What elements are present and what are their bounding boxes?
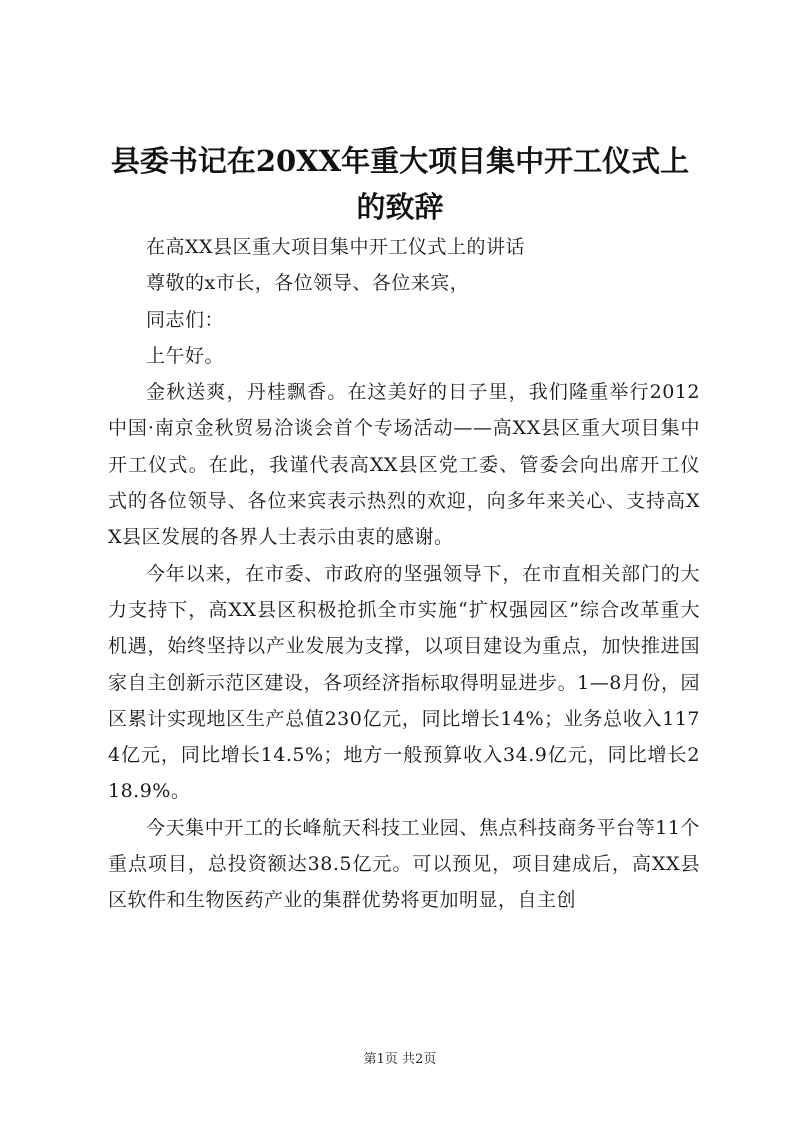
paragraph-heading: 在高XX县区重大项目集中开工仪式上的讲话	[146, 236, 526, 258]
paragraph-salutation: 尊敬的x市长，各位领导、各位来宾，	[146, 272, 470, 295]
document-body	[108, 229, 700, 919]
paragraph-welcome: 金秋送爽，丹桂飘香。在这美好的日子里，我们隆重举行2012中国·南京金秋贸易洽谈会首个专场活动——高XX县区重大项目集中开工仪式。在此，我谨代表高XX县区党工委、管委会向出席开工仪式的各位领导、各位来宾表示热烈的欢迎，向多年来关心、支持高XX县区发展的各界人士表示由衷的感谢。	[108, 381, 700, 549]
page-footer: 第1页 共2页	[363, 1052, 437, 1067]
paragraph-greeting: 上午好。	[146, 344, 225, 367]
paragraph-progress: 今年以来，在市委、市政府的坚强领导下，在市直相关部门的大力支持下，高XX县区积极抢抓全市实施“扩权强园区”综合改革重大机遇，始终坚持以产业发展为支撑，以项目建设为重点，加快推进国家自主创新示范区建设，各项经济指标取得明显进步。1—8月份，园区累计实现地区生产总值230亿元，同比增长14%；业务总收入1174亿元，同比增长14.5%；地方一般预算收入34.9亿元，同比增长218.9%。	[108, 562, 700, 803]
paragraph-comrades: 同志们：	[146, 308, 225, 331]
paragraph-projects: 今天集中开工的长峰航天科技工业园、焦点科技商务平台等11个重点项目，总投资额达38.5亿元。可以预见，项目建成后，高XX县区软件和生物医药产业的集群优势将更加明显，自主创	[108, 816, 700, 912]
document-title: 县委书记在20XX年重大项目集中开工仪式上的致辞	[110, 144, 690, 224]
